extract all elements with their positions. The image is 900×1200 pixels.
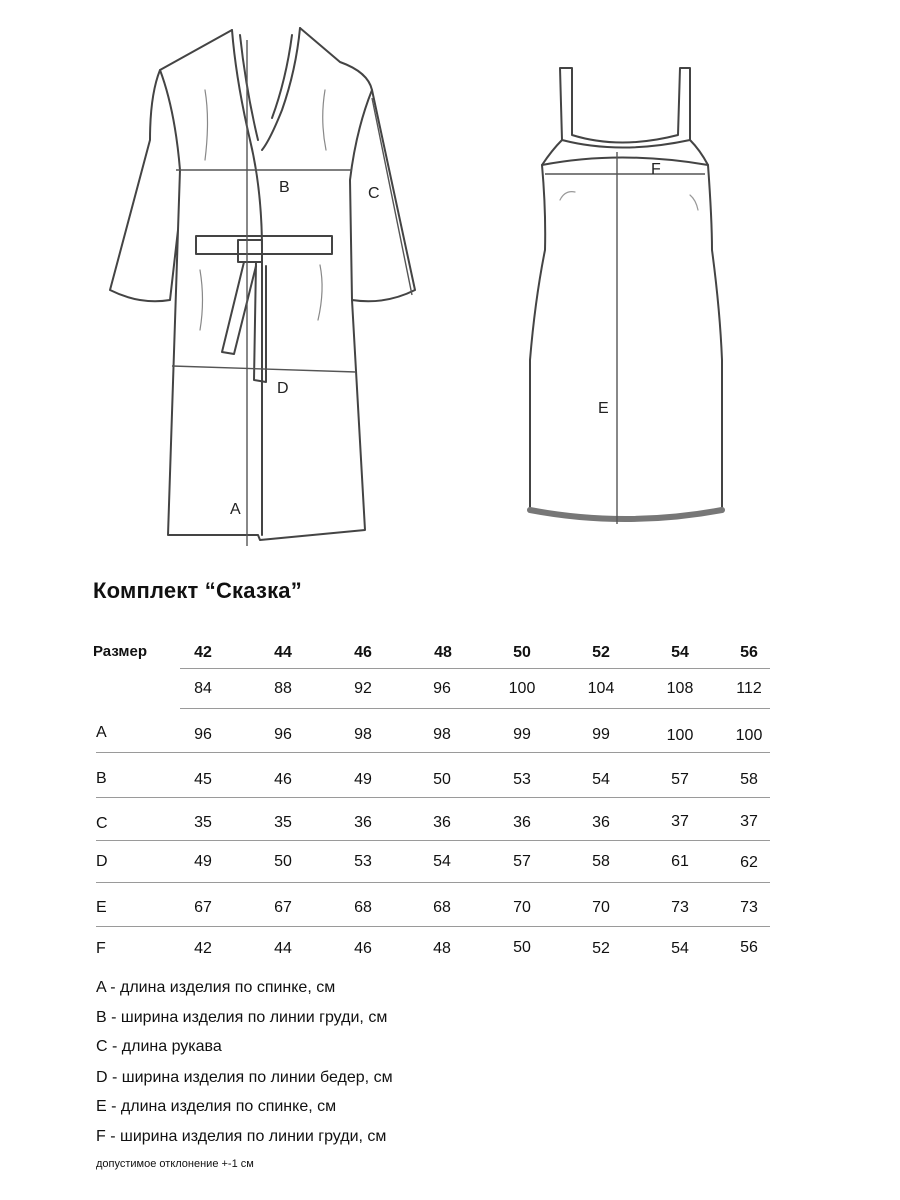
dress-drawing (530, 68, 722, 520)
divider (180, 708, 770, 709)
table-cell: 98 (354, 726, 372, 743)
chest-cell: 84 (194, 680, 212, 697)
table-cell: 42 (194, 940, 212, 957)
table-cell: 70 (513, 899, 531, 916)
row-label: A (96, 724, 107, 741)
size-col: 42 (194, 644, 212, 661)
row-label: E (96, 899, 107, 916)
legend-item: F - ширина изделия по линии груди, см (96, 1128, 387, 1145)
page-title: Комплект “Сказка” (93, 578, 302, 603)
divider (96, 840, 770, 841)
size-col: 50 (513, 644, 531, 661)
divider (180, 668, 770, 669)
robe-drawing (0, 0, 900, 570)
table-cell: 61 (671, 853, 689, 870)
row-label: D (96, 853, 108, 870)
table-cell: 37 (671, 813, 689, 830)
table-cell: 46 (274, 771, 292, 788)
row-label: B (96, 770, 107, 787)
size-col: 48 (434, 644, 452, 661)
legend-item: C - длина рукава (96, 1038, 222, 1055)
chest-cell: 104 (587, 680, 615, 697)
table-cell: 36 (354, 814, 372, 831)
table-cell: 49 (194, 853, 212, 870)
table-cell: 100 (666, 727, 694, 744)
chest-cell: 92 (354, 680, 372, 697)
table-cell: 57 (513, 853, 531, 870)
table-cell: 56 (740, 939, 758, 956)
divider (96, 752, 770, 753)
table-cell: 36 (433, 814, 451, 831)
table-cell: 48 (433, 940, 451, 957)
table-cell: 70 (592, 899, 610, 916)
chest-cell: 88 (274, 680, 292, 697)
divider (96, 926, 770, 927)
table-cell: 52 (592, 940, 610, 957)
dress-label-f: F (651, 161, 661, 178)
legend-item: B - ширина изделия по линии груди, см (96, 1009, 388, 1026)
garment-drawings (0, 0, 900, 570)
chest-cell: 100 (508, 680, 536, 697)
robe-label-c: C (368, 185, 380, 202)
table-cell: 54 (433, 853, 451, 870)
legend-item: D - ширина изделия по линии бедер, см (96, 1069, 393, 1086)
chest-cell: 96 (433, 680, 451, 697)
size-col: 52 (592, 644, 610, 661)
dress-label-e: E (598, 400, 609, 417)
robe-label-b: B (279, 179, 290, 196)
divider (96, 797, 770, 798)
table-cell: 58 (740, 771, 758, 788)
table-cell: 35 (194, 814, 212, 831)
table-cell: 96 (274, 726, 292, 743)
table-cell: 57 (671, 771, 689, 788)
table-cell: 53 (513, 771, 531, 788)
table-cell: 98 (433, 726, 451, 743)
table-cell: 96 (194, 726, 212, 743)
table-cell: 50 (513, 939, 531, 956)
table-cell: 35 (274, 814, 292, 831)
legend-item: A - длина изделия по спинке, см (96, 979, 336, 996)
chest-cell: 112 (736, 680, 762, 697)
chest-cell: 108 (666, 680, 694, 697)
table-cell: 67 (194, 899, 212, 916)
table-cell: 45 (194, 771, 212, 788)
table-cell: 49 (354, 771, 372, 788)
table-cell: 73 (671, 899, 689, 916)
table-cell: 50 (274, 853, 292, 870)
table-cell: 58 (592, 853, 610, 870)
table-cell: 46 (354, 940, 372, 957)
table-cell: 68 (433, 899, 451, 916)
size-col: 44 (274, 644, 292, 661)
size-col: 54 (671, 644, 689, 661)
table-cell: 62 (740, 854, 758, 871)
row-label: C (96, 815, 108, 832)
divider (96, 882, 770, 883)
table-cell: 100 (735, 727, 763, 744)
table-cell: 36 (592, 814, 610, 831)
table-cell: 53 (354, 853, 372, 870)
table-cell: 54 (671, 940, 689, 957)
table-cell: 54 (592, 771, 610, 788)
table-cell: 73 (740, 899, 758, 916)
robe-label-d: D (277, 380, 289, 397)
size-col: 46 (354, 644, 372, 661)
table-cell: 99 (513, 726, 531, 743)
size-header: Размер (93, 643, 148, 660)
table-cell: 44 (274, 940, 292, 957)
row-label: F (96, 940, 106, 957)
table-cell: 99 (592, 726, 610, 743)
table-cell: 50 (433, 771, 451, 788)
legend-item: E - длина изделия по спинке, см (96, 1098, 337, 1115)
tolerance-note: допустимое отклонение +-1 см (96, 1158, 254, 1170)
table-cell: 67 (274, 899, 292, 916)
table-cell: 36 (513, 814, 531, 831)
size-col: 56 (740, 644, 758, 661)
table-cell: 37 (740, 813, 758, 830)
robe-label-a: A (230, 501, 241, 518)
table-cell: 68 (354, 899, 372, 916)
